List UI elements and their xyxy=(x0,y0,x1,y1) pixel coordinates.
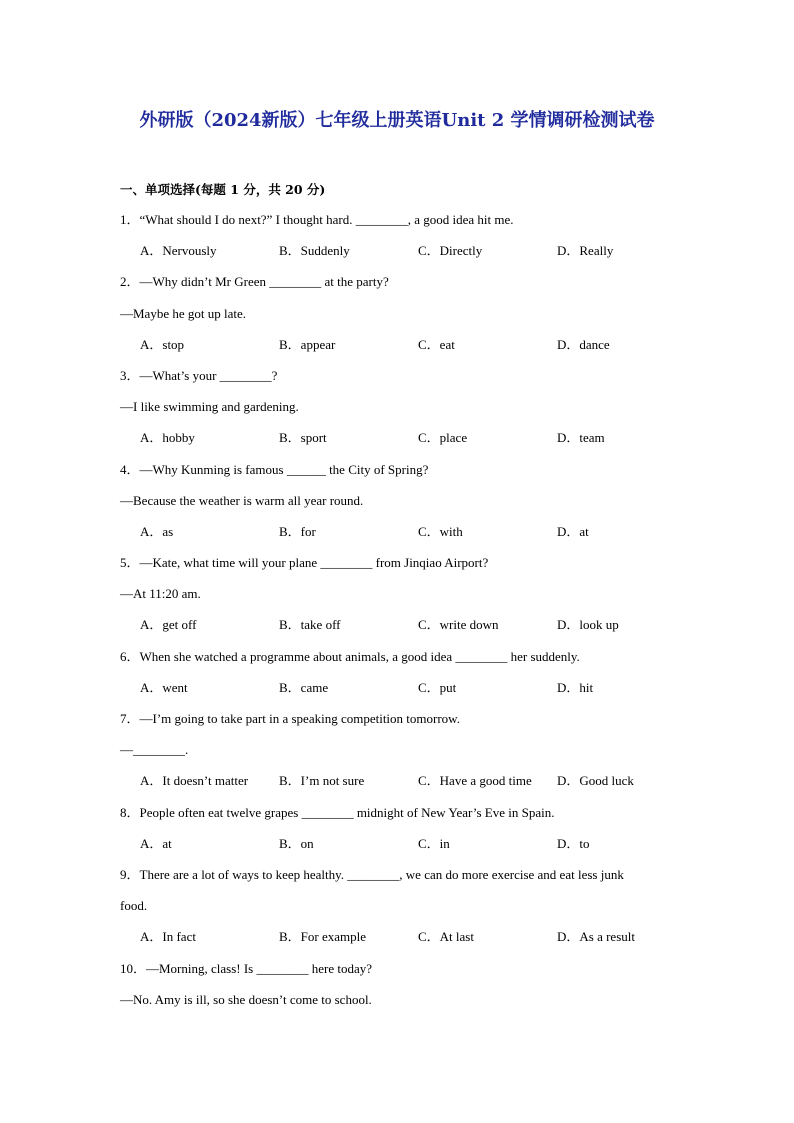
question-9-text: 9．There are a lot of ways to keep healthy. ________, we can do more exercise and eat less junk xyxy=(120,866,624,882)
question-5-option-b: B．take off xyxy=(279,617,341,633)
question-6-option-b: B．came xyxy=(279,679,329,695)
question-2-text: 2．—Why didn’t Mr Green ________ at the party? xyxy=(120,274,389,290)
question-3-option-c: C．place xyxy=(418,430,468,446)
question-8-option-c: C．in xyxy=(418,835,450,851)
question-2-option-a: A．stop xyxy=(140,336,185,352)
question-2-option-d: D．dance xyxy=(557,336,610,352)
question-10-text: 10．—Morning, class! Is ________ here today? xyxy=(120,960,373,976)
document-title: 外研版（2024新版）七年级上册英语Unit 2 学情调研检测试卷 xyxy=(139,110,655,131)
question-7-options xyxy=(120,765,680,796)
question-7-reply: —________. xyxy=(120,742,189,758)
question-7-option-c: C．Have a good time xyxy=(418,773,532,789)
question-8-option-a: A．at xyxy=(140,835,172,851)
question-8-options xyxy=(120,828,680,859)
question-4-option-b: B．for xyxy=(279,523,316,539)
question-7-option-a: A．It doesn’t matter xyxy=(140,773,249,789)
question-3-options xyxy=(120,422,680,453)
question-8-text: 8．People often eat twelve grapes ________ midnight of New Year’s Eve in Spain. xyxy=(120,804,555,820)
question-1-option-b: B．Suddenly xyxy=(279,243,350,259)
question-2-reply: —Maybe he got up late. xyxy=(120,305,246,321)
question-4-option-a: A．as xyxy=(140,523,174,539)
question-9-option-a: A．In fact xyxy=(140,929,196,945)
question-9-option-c: C．At last xyxy=(418,929,474,945)
question-6-option-d: D．hit xyxy=(557,679,594,695)
question-7-option-b: B．I’m not sure xyxy=(279,773,365,789)
question-6-options xyxy=(120,672,680,703)
section-heading: 一、单项选择(每题 1 分，共 20 分) xyxy=(120,182,326,197)
question-8-option-d: D．to xyxy=(557,835,590,851)
question-9-option-d: D．As a result xyxy=(557,929,635,945)
question-5-option-c: C．write down xyxy=(418,617,499,633)
question-5-text: 5．—Kate, what time will your plane ________ from Jinqiao Airport? xyxy=(120,555,489,571)
question-7-text: 7．—I’m going to take part in a speaking competition tomorrow. xyxy=(120,711,460,726)
question-6-option-c: C．put xyxy=(418,679,457,695)
question-6-text: 6．When she watched a programme about animals, a good idea ________ her suddenly. xyxy=(120,648,580,664)
question-3-reply: —I like swimming and gardening. xyxy=(120,399,299,415)
question-4-options xyxy=(120,516,680,547)
question-4-text: 4．—Why Kunming is famous ______ the City of Spring? xyxy=(120,461,429,477)
question-1-option-a: A．Nervously xyxy=(140,243,217,259)
question-8-option-b: B．on xyxy=(279,835,314,851)
question-3-option-a: A．hobby xyxy=(140,430,195,446)
question-5-options xyxy=(120,609,680,640)
question-3-text: 3．—What’s your ________? xyxy=(120,367,278,383)
question-2-option-b: B．appear xyxy=(279,336,336,352)
question-1-options xyxy=(120,235,680,266)
question-7-option-d: D．Good luck xyxy=(557,773,634,789)
question-1-text: 1．“What should I do next?” I thought hard. ________, a good idea hit me. xyxy=(120,212,514,227)
question-2-options xyxy=(120,329,680,360)
question-5-option-a: A．get off xyxy=(140,617,197,633)
question-9-options xyxy=(120,921,680,952)
question-5-option-d: D．look up xyxy=(557,617,619,633)
question-9-text-continued: food. xyxy=(120,898,148,914)
question-4-reply: —Because the weather is warm all year round. xyxy=(120,492,364,508)
question-1-option-d: D．Really xyxy=(557,243,614,259)
question-5-reply: —At 11:20 am. xyxy=(120,586,201,602)
question-3-option-b: B．sport xyxy=(279,430,327,446)
question-3-option-d: D．team xyxy=(557,430,605,446)
question-2-option-c: C．eat xyxy=(418,336,455,352)
question-1-option-c: C．Directly xyxy=(418,243,483,259)
question-4-option-d: D．at xyxy=(557,523,589,539)
question-10-reply: —No. Amy is ill, so she doesn’t come to school. xyxy=(120,991,372,1007)
question-6-option-a: A．went xyxy=(140,679,188,695)
question-9-option-b: B．For example xyxy=(279,929,367,945)
question-section xyxy=(120,176,680,1015)
question-4-option-c: C．with xyxy=(418,523,463,539)
